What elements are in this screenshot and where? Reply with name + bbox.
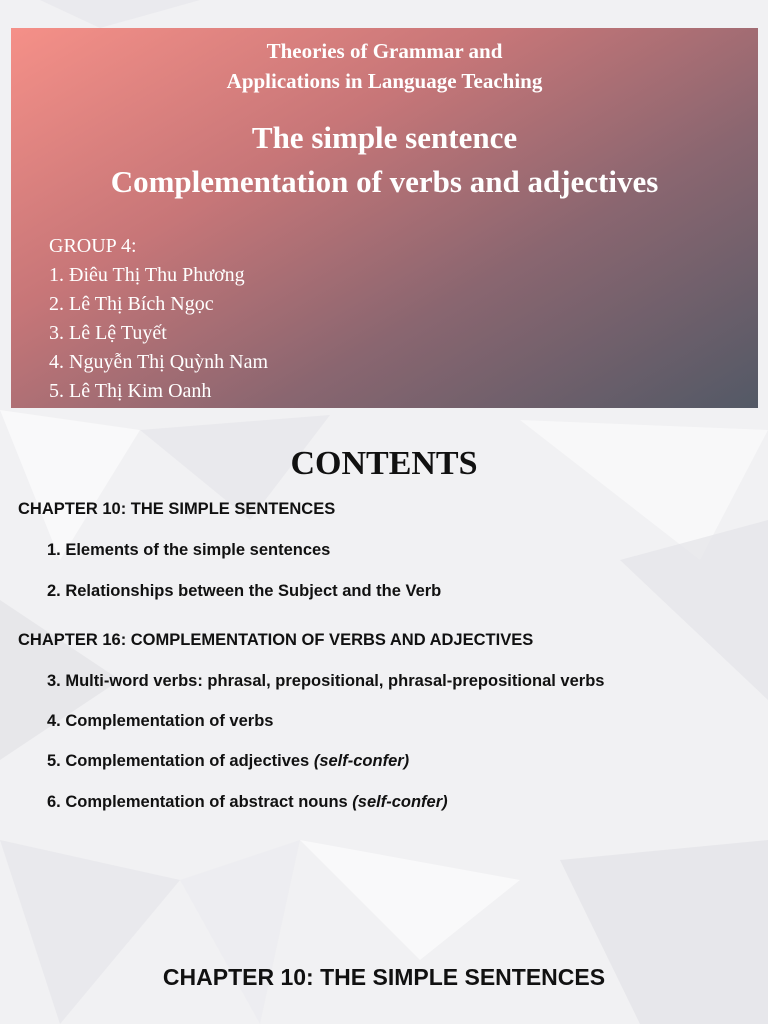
course-title-line-1: Theories of Grammar and — [266, 39, 503, 63]
presentation-title-line-2: Complementation of verbs and adjectives — [110, 164, 659, 199]
chapter-10-heading: CHAPTER 10: THE SIMPLE SENTENCES — [18, 500, 336, 518]
contents-heading: CONTENTS — [290, 445, 478, 482]
contents-item-1: 1. Elements of the simple sentences — [47, 541, 331, 559]
chapter-10-slide-heading: CHAPTER 10: THE SIMPLE SENTENCES — [162, 964, 606, 990]
presentation-title — [11, 116, 758, 204]
group-label: GROUP 4: — [49, 235, 137, 257]
chapter-16-heading: CHAPTER 16: COMPLEMENTATION OF VERBS AND ADJECTIVES — [18, 631, 534, 649]
course-title-line-2: Applications in Language Teaching — [226, 69, 543, 93]
member-item: 2. Lê Thị Bích Ngọc — [49, 293, 214, 315]
contents-item-5 — [47, 752, 409, 771]
member-item: 1. Điêu Thị Thu Phương — [49, 264, 245, 286]
group-members — [49, 232, 268, 406]
contents-item-3: 3. Multi-word verbs: phrasal, prepositional, phrasal-prepositional verbs — [47, 672, 605, 690]
member-item: 4. Nguyễn Thị Quỳnh Nam — [49, 351, 269, 373]
contents-item-6 — [47, 793, 448, 812]
contents-item-2: 2. Relationships between the Subject and the Verb — [47, 582, 442, 600]
contents-item-4: 4. Complementation of verbs — [47, 712, 274, 730]
member-item: 3. Lê Lệ Tuyết — [49, 322, 167, 344]
contents-item-5-note: (self-confer) — [313, 752, 410, 770]
contents-item-6-text: 6. Complementation of abstract nouns — [47, 793, 348, 811]
title-slide — [11, 28, 758, 408]
contents-item-6-note: (self-confer) — [352, 793, 448, 811]
course-title — [11, 36, 758, 96]
presentation-title-line-1: The simple sentence — [251, 120, 518, 155]
member-item: 5. Lê Thị Kim Oanh — [49, 380, 212, 402]
contents-item-5-text: 5. Complementation of adjectives — [47, 752, 310, 770]
